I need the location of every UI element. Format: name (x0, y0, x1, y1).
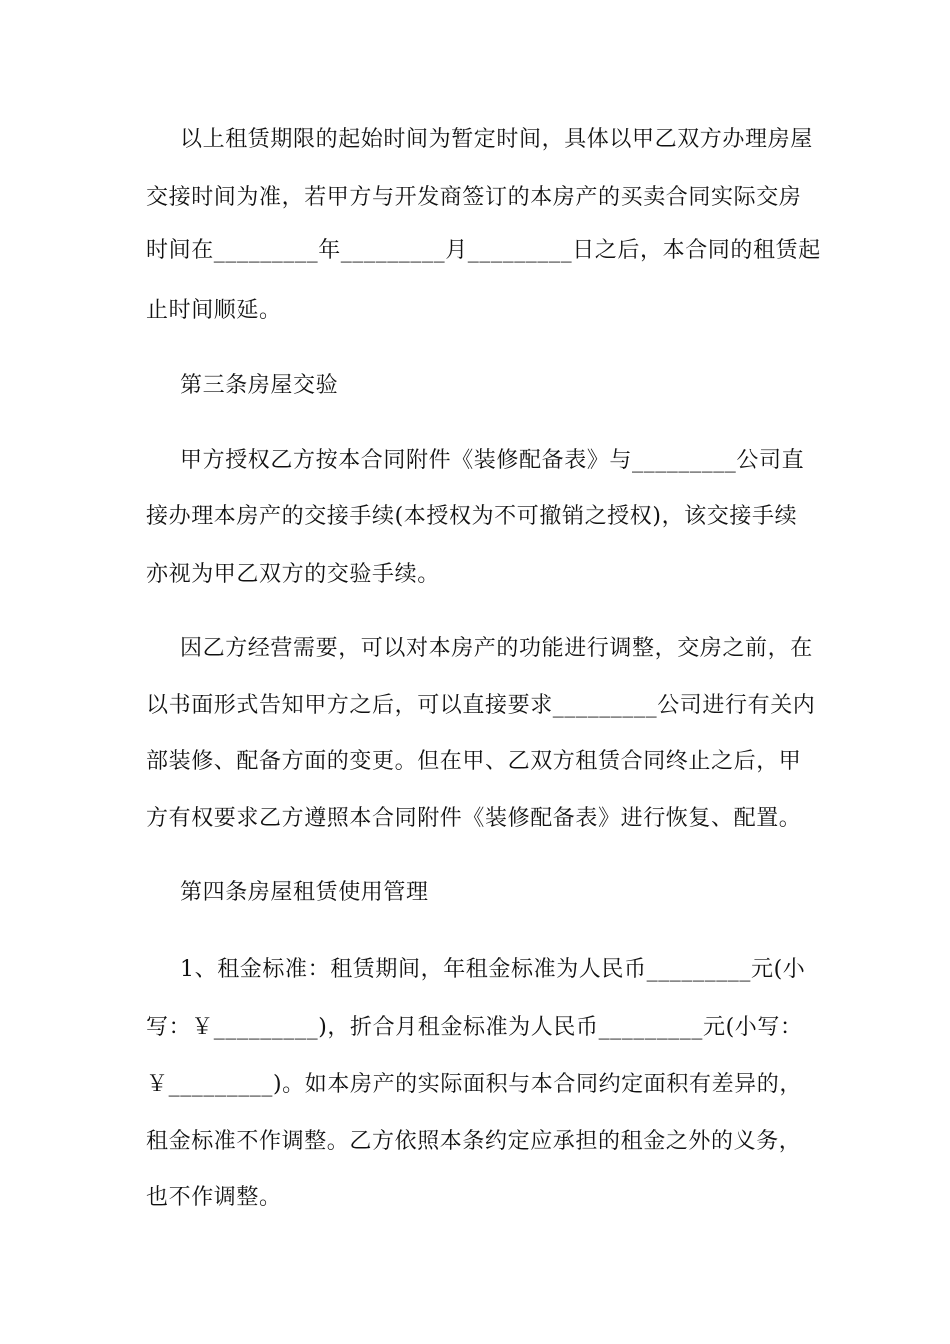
paragraph-line: 租金标准不作调整。乙方依照本条约定应承担的租金之外的义务， (146, 1129, 802, 1154)
paragraph-line: 方有权要求乙方遵照本合同附件《装修配备表》进行恢复、配置。 (146, 806, 802, 831)
paragraph-line: 交接时间为准，若甲方与开发商签订的本房产的买卖合同实际交房 (146, 185, 802, 210)
paragraph-line: ￥_________)。如本房产的实际面积与本合同约定面积有差异的， (146, 1072, 802, 1097)
paragraph-line: 以书面形式告知甲方之后，可以直接要求_________公司进行有关内 (146, 693, 816, 718)
paragraph-line: 因乙方经营需要，可以对本房产的功能进行调整，交房之前，在 (180, 636, 813, 661)
paragraph-line: 1、租金标准：租赁期间，年租金标准为人民币_________元(小 (180, 957, 806, 982)
section-heading: 第三条房屋交验 (180, 373, 339, 398)
paragraph-line: 部装修、配备方面的变更。但在甲、乙双方租赁合同终止之后，甲 (146, 749, 802, 774)
paragraph-line: 也不作调整。 (146, 1185, 282, 1210)
paragraph-line: 亦视为甲乙双方的交验手续。 (146, 562, 440, 587)
paragraph-line: 止时间顺延。 (146, 298, 282, 323)
paragraph-line: 时间在_________年_________月_________日之后，本合同的租赁起 (146, 238, 821, 263)
paragraph-line: 写：￥_________)，折合月租金标准为人民币_________元(小写： (146, 1015, 803, 1040)
paragraph-line: 接办理本房产的交接手续(本授权为不可撤销之授权)，该交接手续 (146, 504, 798, 529)
paragraph-line: 以上租赁期限的起始时间为暂定时间，具体以甲乙双方办理房屋 (180, 127, 813, 152)
paragraph-line: 甲方授权乙方按本合同附件《装修配备表》与_________公司直 (180, 448, 805, 473)
section-heading: 第四条房屋租赁使用管理 (180, 880, 429, 905)
